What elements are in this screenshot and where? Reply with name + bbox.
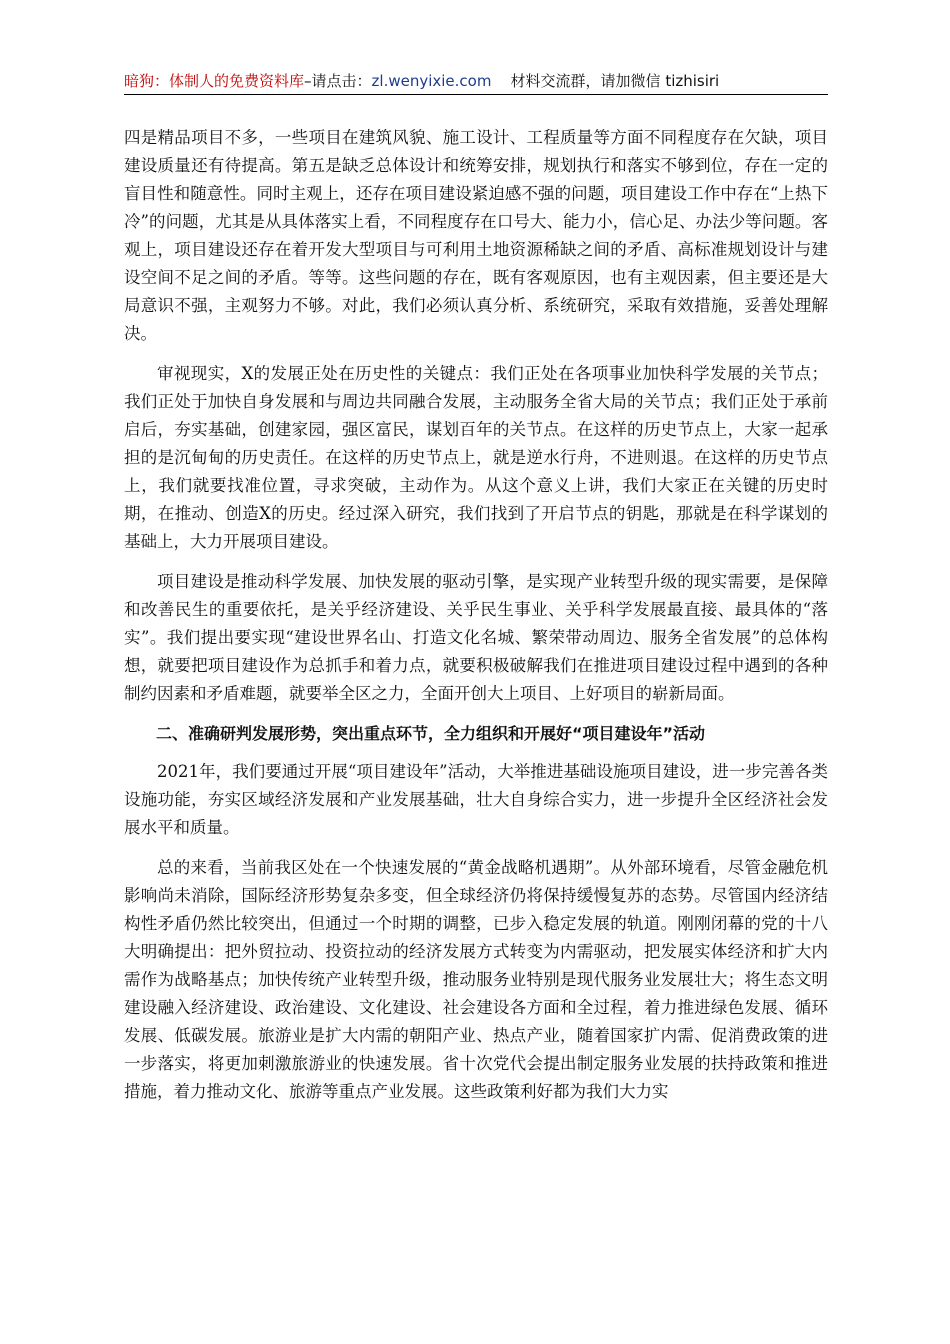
group-note: 材料交流群，请加微信 tizhisiri — [510, 72, 720, 90]
paragraph-4: 2021年，我们要通过开展“项目建设年”活动，大举推进基础设施项目建设，进一步完善各类设施功能，夯实区域经济发展和产业发展基础，壮大自身综合实力，进一步提升全区经济社会发展水平和质量。 — [124, 762, 828, 837]
paragraph-5: 总的来看，当前我区处在一个快速发展的“黄金战略机遇期”。从外部环境看，尽管金融危机影响尚未消除，国际经济形势复杂多变，但全球经济仍将保持缓慢复苏的态势。尽管国内经济结构性矛盾仍然比较突出，但通过一个时期的调整，已步入稳定发展的轨道。刚刚闭幕的党的十八大明确提出：把外贸拉动、投资拉动的经济发展方式转变为内需驱动，把发展实体经济和扩大内需作为战略基点；加快传统产业转型升级，推动服务业特别是现代服务业发展壮大；将生态文明建设融入经济建设、政治建设、文化建设、社会建设各方面和全过程，着力推进绿色发展、循环发展、低碳发展。旅游业是扩大内需的朝阳产业、热点产业，随着国家扩内需、促消费政策的进一步落实，将更加刺激旅游业的快速发展。省十次党代会提出制定服务业发展的扶持政策和推进措施，着力推动文化、旅游等重点产业发展。这些政策利好都为我们大力实 — [124, 858, 828, 1101]
paragraph-2: 审视现实，X的发展正处在历史性的关键点：我们正处在各项事业加快科学发展的关节点；我们正处于加快自身发展和与周边共同融合发展，主动服务全省大局的关节点；我们正处于承前启后，夯实基础，创建家园，强区富民，谋划百年的关节点。在这样的历史节点上，大家一起承担的是沉甸甸的历史责任。在这样的历史节点上，就是逆水行舟，不进则退。在这样的历史节点上，我们就要找准位置，寻求突破，主动作为。从这个意义上讲，我们大家正在关键的历史时期，在推动、创造X的历史。经过深入研究，我们找到了开启节点的钥匙，那就是在科学谋划的基础上，大力开展项目建设。 — [124, 364, 828, 551]
document-body — [124, 124, 828, 1118]
click-prompt: –请点击： — [304, 72, 372, 90]
paragraph-1: 四是精品项目不多，一些项目在建筑风貌、施工设计、工程质量等方面不同程度存在欠缺，项目建设质量还有待提高。第五是缺乏总体设计和统筹安排，规划执行和落实不够到位，存在一定的盲目性和随意性。同时主观上，还存在项目建设紧迫感不强的问题，项目建设工作中存在“上热下冷”的问题，尤其是从具体落实上看，不同程度存在口号大、能力小，信心足、办法少等问题。客观上，项目建设还存在着开发大型项目与可利用土地资源稀缺之间的矛盾、高标准规划设计与建设空间不足之间的矛盾。等等。这些问题的存在，既有客观原因，也有主观因素，但主要还是大局意识不强，主观努力不够。对此，我们必须认真分析、系统研究，采取有效措施，妥善处理解决。 — [124, 128, 828, 343]
site-link[interactable]: zl.wenyixie.com — [371, 72, 492, 90]
site-name: 暗狗：体制人的免费资料库 — [124, 72, 305, 90]
section-heading: 二、准确研判发展形势，突出重点环节，全力组织和开展好“项目建设年”活动 — [156, 724, 706, 743]
paragraph-3: 项目建设是推动科学发展、加快发展的驱动引擎，是实现产业转型升级的现实需要，是保障和改善民生的重要依托，是关乎经济建设、关乎民生事业、关乎科学发展最直接、最具体的“落实”。我们提出要实现“建设世界名山、打造文化名城、繁荣带动周边、服务全省发展”的总体构想，就要把项目建设作为总抓手和着力点，就要积极破解我们在推进项目建设过程中遇到的各种制约因素和矛盾难题，就要举全区之力，全面开创大上项目、上好项目的崭新局面。 — [124, 572, 828, 703]
page-header — [124, 70, 828, 95]
